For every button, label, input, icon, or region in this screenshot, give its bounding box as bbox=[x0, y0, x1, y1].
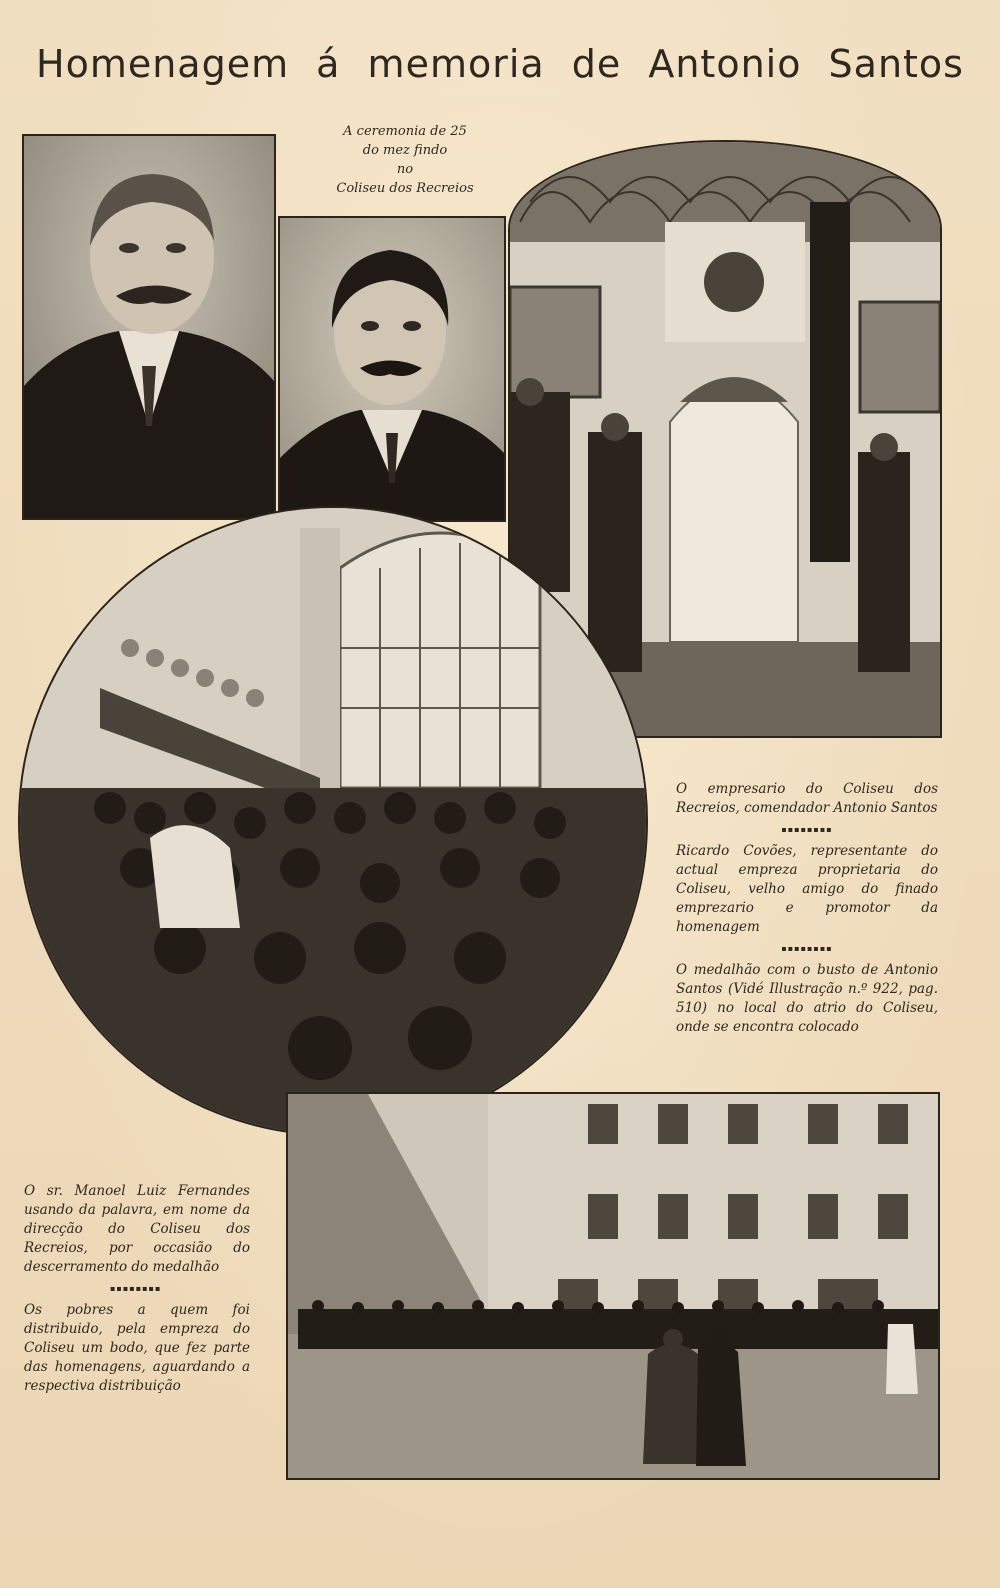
ceremony-caption-line: do mez findo bbox=[362, 143, 448, 158]
portrait-antonio-santos bbox=[22, 134, 276, 520]
street-crowd-image bbox=[288, 1094, 938, 1478]
caption-ricardo-covoes: Ricardo Covões, representante do actual empreza proprietaria do Coliseu, velho amigo do finado emprezario e promotor da homenagem bbox=[676, 843, 938, 935]
ceremony-caption bbox=[300, 122, 510, 198]
ceremony-caption-line: A ceremonia de 25 bbox=[343, 124, 467, 139]
portrait-ricardo-covoes bbox=[278, 216, 506, 522]
caption-antonio-santos: O empresario do Coliseu dos Recreios, comendador Antonio Santos bbox=[676, 781, 938, 816]
street-crowd-photo bbox=[286, 1092, 940, 1480]
caption-separator: ▪▪▪▪▪▪▪▪ bbox=[110, 1284, 162, 1293]
ceremony-crowd-image bbox=[20, 508, 646, 1134]
ceremony-caption-line: no bbox=[396, 162, 414, 177]
caption-separator: ▪▪▪▪▪▪▪▪ bbox=[781, 825, 833, 834]
caption-separator: ▪▪▪▪▪▪▪▪ bbox=[781, 944, 833, 953]
page-title: Homenagem á memoria de Antonio Santos bbox=[36, 42, 964, 86]
left-captions bbox=[24, 1182, 250, 1396]
ceremony-crowd-photo bbox=[18, 506, 648, 1136]
right-captions bbox=[676, 780, 938, 1037]
caption-poor-bodo: Os pobres a quem foi distribuido, pela empreza do Coliseu um bodo, que fez parte das homenagens, aguardando a respectiva distribuição bbox=[24, 1302, 250, 1394]
portrait-ricardo-covoes-image bbox=[280, 218, 504, 520]
ceremony-caption-line: Coliseu dos Recreios bbox=[336, 181, 474, 196]
caption-medallion: O medalhão com o busto de Antonio Santos (Vidé Illustração n.º 922, pag. 510) no local do atrio do Coliseu, onde se encontra colocado bbox=[676, 962, 938, 1035]
portrait-antonio-santos-image bbox=[24, 136, 274, 518]
caption-manoel-fernandes: O sr. Manoel Luiz Fernandes usando da palavra, em nome da direcção do Coliseu dos Recreios, por occasião do descerramento do medalhão bbox=[24, 1183, 250, 1275]
